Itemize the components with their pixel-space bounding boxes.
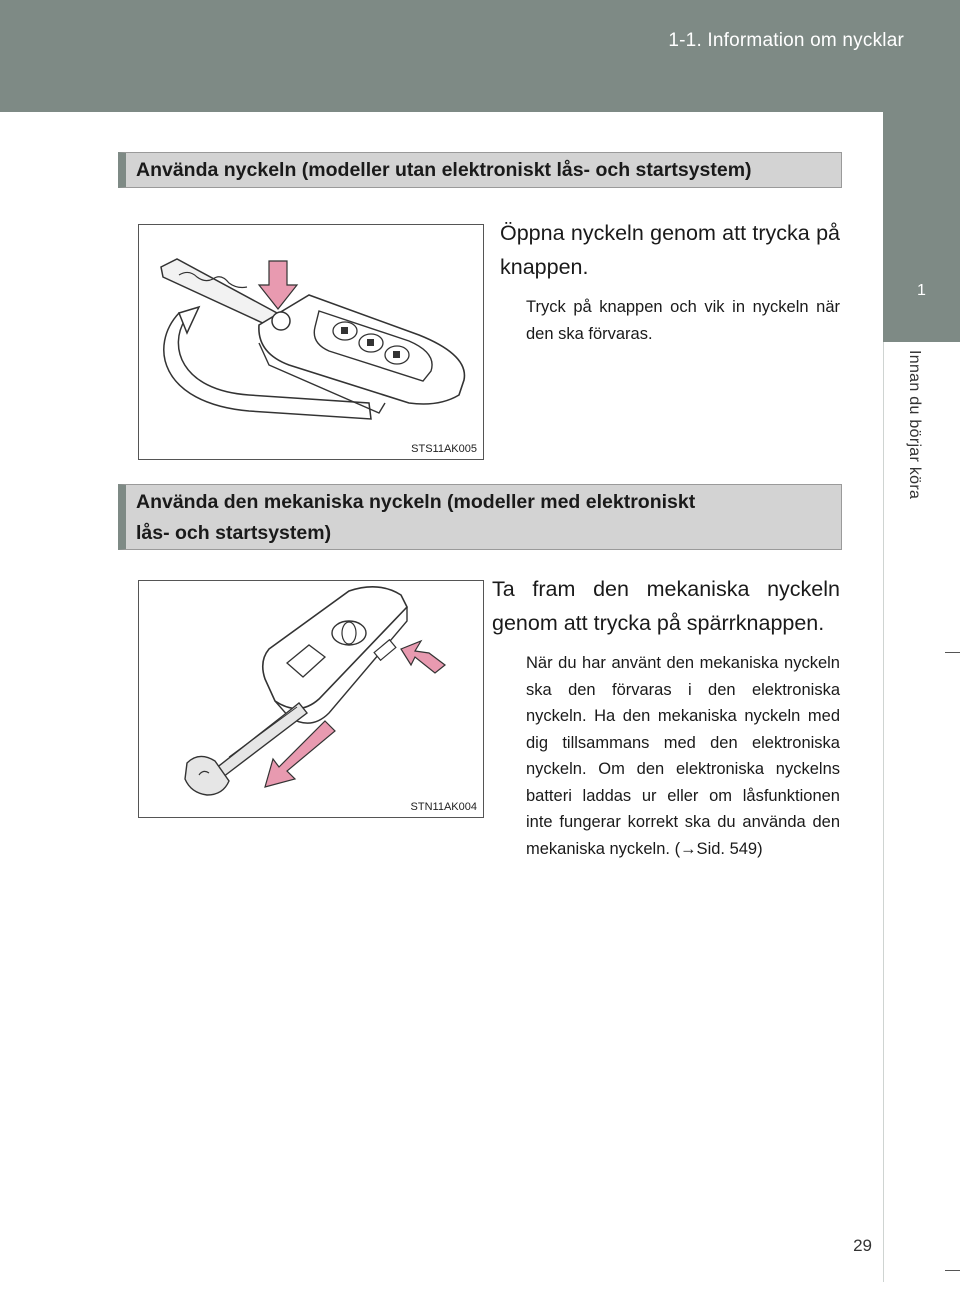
figure-flip-key — [138, 224, 484, 460]
section-heading-2-line1: Använda den mekaniska nyckeln (modeller med elektroniskt — [136, 491, 696, 513]
chapter-label-box — [905, 350, 935, 550]
chapter-tab — [883, 112, 960, 342]
crop-mark — [945, 652, 960, 653]
section-heading-1-text: Använda nyckeln (modeller utan elektroniskt lås- och startsystem) — [136, 159, 752, 181]
crop-mark — [945, 1270, 960, 1271]
note-1: Tryck på knappen och vik in nyckeln när den ska förvaras. — [526, 298, 840, 343]
section-heading-1 — [118, 152, 842, 188]
figure-code-1: STS11AK005 — [411, 443, 477, 455]
page-number: 29 — [853, 1236, 872, 1255]
instruction-2: Ta fram den mekaniska nyckeln genom att trycka på spärrknappen. — [492, 577, 840, 635]
figure-smart-key — [138, 580, 484, 818]
chapter-number: 1 — [917, 282, 926, 299]
figure-code-2: STN11AK004 — [410, 801, 477, 813]
instruction-1: Öppna nyckeln genom att trycka på knappen. — [500, 221, 840, 279]
header-band — [0, 0, 960, 112]
smart-key-illustration — [139, 581, 483, 817]
note-2: När du har använt den mekaniska nyckeln ska den förvaras i den elektroniska nyckeln. Ha den mekaniska nyckeln med dig tillsammans med den elektroniska nyckeln. Om den elektroniska nyckelns batteri laddas ur eller om låsfunktionen inte fungerar korrekt ska du använda den mekaniska nyckeln. (→Sid. 549) — [526, 654, 840, 858]
flip-key-illustration — [139, 225, 483, 459]
chapter-label: Innan du börjar köra — [906, 350, 923, 500]
section-heading-2 — [118, 484, 842, 550]
section-heading-2-line2: lås- och startsystem) — [136, 522, 332, 544]
header-title: 1-1. Information om nycklar — [668, 30, 904, 51]
side-divider — [883, 342, 884, 1282]
